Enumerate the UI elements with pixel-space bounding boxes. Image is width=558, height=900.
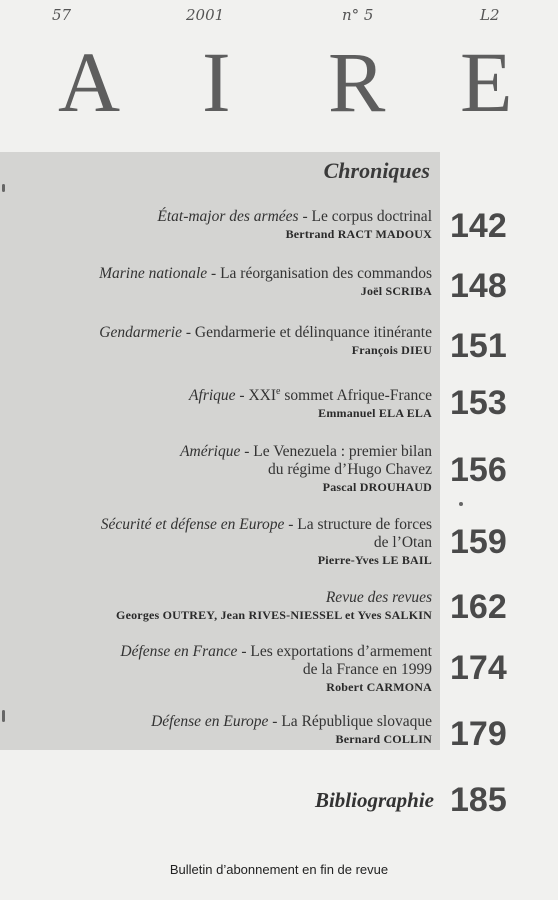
scan-speck: [459, 502, 463, 506]
entry-author: Bertrand RACT MADOUX: [285, 227, 432, 241]
entry-title: La structure de forces: [297, 516, 432, 533]
masthead-letter: A: [58, 34, 121, 130]
bibliography-page-number: 185: [450, 781, 507, 819]
toc-entry[interactable]: État-major des armées - Le corpus doctrinal Bertrand RACT MADOUX: [0, 208, 432, 242]
entry-title: Le corpus doctrinal: [311, 208, 432, 225]
toc-entry[interactable]: Afrique - XXIe sommet Afrique-France Emmanuel ELA ELA: [0, 383, 432, 421]
masthead-letter: I: [202, 34, 231, 130]
toc-entry[interactable]: [0, 589, 432, 623]
entry-author: Pierre-Yves LE BAIL: [317, 553, 432, 567]
entry-author: Joël SCRIBA: [360, 284, 432, 298]
entry-author: Pascal DROUHAUD: [322, 480, 432, 494]
toc-entry[interactable]: Sécurité et défense en Europe - La structure de forces de l’Otan Pierre-Yves LE BAIL: [0, 516, 432, 568]
entry-author: Robert CARMONA: [326, 680, 432, 694]
entry-page-number: 151: [450, 327, 507, 365]
entry-title: XXIe sommet Afrique-France: [248, 386, 432, 405]
entry-title: La réorganisation des commandos: [220, 265, 432, 282]
entry-title-continued: de l’Otan: [373, 534, 432, 551]
entry-category: Marine nationale: [99, 265, 208, 282]
entry-title-continued: de la France en 1999: [302, 661, 432, 678]
entry-page-number: 179: [450, 715, 507, 753]
entry-page-number: 148: [450, 267, 507, 305]
scan-speck: [2, 710, 5, 722]
entry-page-number: 159: [450, 523, 507, 561]
entry-category: État-major des armées: [157, 208, 299, 225]
entry-author: Georges OUTREY, Jean RIVES-NIESSEL et Yves SALKIN: [116, 608, 432, 622]
entry-category: Défense en Europe: [151, 713, 269, 730]
section-title: Chroniques: [323, 158, 430, 183]
entry-title: Le Venezuela : premier bilan: [253, 443, 432, 460]
masthead: [40, 34, 536, 130]
entry-author: Bernard COLLIN: [335, 732, 432, 746]
subscription-note: Bulletin d’abonnement en fin de revue: [169, 862, 389, 877]
entry-title: Les exportations d’armement: [250, 643, 432, 660]
entry-category: Amérique: [180, 443, 241, 460]
masthead-letter: E: [460, 34, 513, 130]
entry-category: Revue des revues: [325, 589, 432, 606]
entry-page-number: 174: [450, 649, 507, 687]
toc-entry[interactable]: Défense en Europe - La République slovaque Bernard COLLIN: [0, 713, 432, 747]
entry-title: La République slovaque: [281, 713, 432, 730]
scan-speck: [2, 184, 5, 192]
toc-entry[interactable]: Marine nationale - La réorganisation des commandos Joël SCRIBA: [0, 265, 432, 299]
entry-page-number: 142: [450, 207, 507, 245]
masthead-letter: R: [328, 34, 386, 130]
toc-entry[interactable]: Gendarmerie - Gendarmerie et délinquance itinérante François DIEU: [0, 324, 432, 358]
entry-title: Gendarmerie et délinquance itinérante: [194, 324, 432, 341]
entry-page-number: 153: [450, 384, 507, 422]
entry-page-number: 156: [450, 451, 507, 489]
entry-category: Défense en France: [120, 643, 238, 660]
entry-category: Afrique: [189, 387, 236, 405]
entry-category: Gendarmerie: [99, 324, 182, 341]
entry-author: François DIEU: [351, 343, 432, 357]
toc-entry[interactable]: Défense en France - Les exportations d’armement de la France en 1999 Robert CARMONA: [0, 643, 432, 695]
entry-category: Sécurité et défense en Europe: [100, 516, 285, 533]
toc-entry[interactable]: Amérique - Le Venezuela : premier bilan du régime d’Hugo Chavez Pascal DROUHAUD: [0, 443, 432, 495]
entry-page-number: 162: [450, 588, 507, 626]
handwritten-note: n° 5: [342, 6, 374, 24]
entry-title-continued: du régime d’Hugo Chavez: [268, 461, 432, 478]
handwritten-note: 2001: [186, 6, 225, 24]
handwritten-note: 57: [52, 6, 72, 24]
handwritten-note: L2: [480, 6, 500, 24]
entry-author: Emmanuel ELA ELA: [318, 406, 432, 421]
bibliography-title[interactable]: Bibliographie: [314, 788, 434, 812]
